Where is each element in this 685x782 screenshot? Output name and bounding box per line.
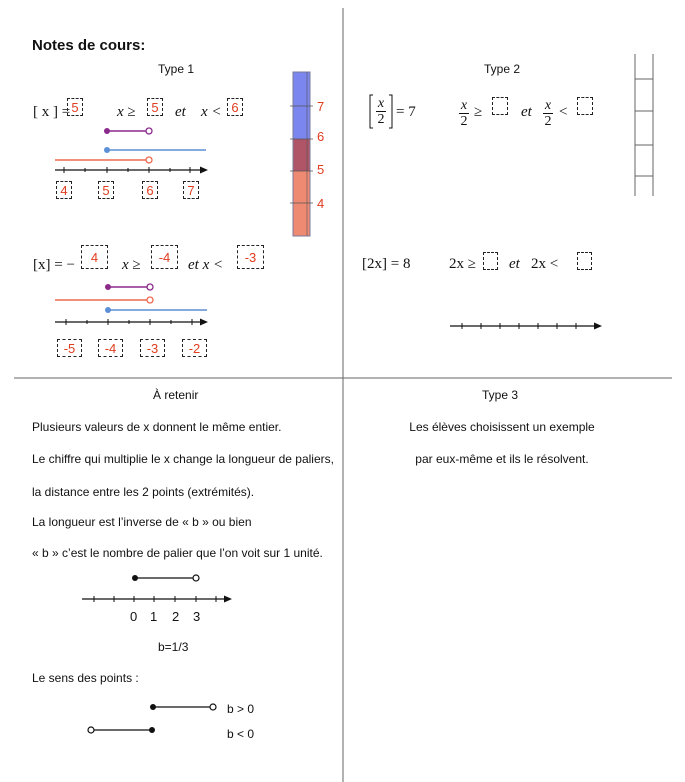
type2-lt-sign: < (559, 104, 568, 120)
type1-eq2-lhs: [x] = − (33, 257, 75, 273)
retenir-line: la distance entre les 2 points (extrémités). (32, 485, 255, 499)
type1-eq1-lt-box[interactable]: 6 (227, 98, 243, 116)
type2-eq1-rhs: = 7 (396, 104, 416, 120)
retenir-line: « b » c’est le nombre de palier que l’on voit sur 1 unité. (32, 546, 323, 560)
retenir-line: Plusieurs valeurs de x donnent le même entier. (32, 420, 282, 434)
type3-line: par eux-même et ils le résolvent. (415, 452, 589, 466)
type1-eq2-ge-box[interactable]: -4 (151, 245, 178, 269)
retenir-line: La longueur est l’inverse de « b » ou bien (32, 515, 252, 529)
type1-eq1-lt: x < (201, 104, 222, 120)
b-value: b=1/3 (158, 640, 189, 654)
type2-eq2-lhs: [2x] = 8 (362, 256, 411, 272)
type2-eq2-ge: 2x ≥ (449, 256, 476, 272)
type1-tick-box[interactable]: -2 (182, 339, 207, 357)
type2-eq2-lt: 2x < (531, 256, 559, 272)
axis-tick-label: 1 (150, 609, 158, 624)
axis-tick-label: 0 (130, 609, 138, 624)
bar-label: 4 (317, 196, 325, 211)
bar-label: 7 (317, 99, 325, 114)
type2-ge-sign: ≥ (474, 104, 483, 120)
type1-eq1-answer-box[interactable]: 5 (67, 98, 83, 116)
axis-tick-label: 2 (172, 609, 180, 624)
b-positive-label: b > 0 (227, 702, 255, 716)
type1-eq2-lt-box[interactable]: -3 (237, 245, 264, 269)
type1-eq2-et: et x < (188, 257, 224, 273)
type3-heading: Type 3 (482, 388, 519, 402)
type1-eq1-ge: x ≥ (117, 104, 136, 120)
type1-tick-box[interactable]: 7 (183, 181, 199, 199)
type1-eq2-ge: x ≥ (122, 257, 141, 273)
type3-line: Les élèves choisissent un exemple (409, 420, 595, 434)
page-title: Notes de cours: (32, 37, 146, 54)
retenir-line: Le chiffre qui multiplie le x change la longueur de paliers, (32, 452, 334, 466)
retenir-heading: À retenir (153, 388, 199, 402)
type1-tick-box[interactable]: 4 (56, 181, 72, 199)
type2-lt-fraction: $\frac{x}{2}$ (544, 98, 552, 129)
type1-heading: Type 1 (158, 62, 195, 76)
type1-eq2-answer-box[interactable]: 4 (81, 245, 108, 269)
bar-label: 5 (317, 162, 325, 177)
type2-eq2-et: et (509, 256, 520, 272)
type2-eq1-et: et (521, 104, 532, 120)
type1-tick-box[interactable]: -3 (140, 339, 165, 357)
sens-label: Le sens des points : (32, 671, 139, 685)
type1-eq1-et: et (175, 104, 186, 120)
type1-eq1-ge-box[interactable]: 5 (147, 98, 163, 116)
type1-tick-box[interactable]: 6 (142, 181, 158, 199)
type2-ge-fraction: $\frac{x}{2}$ (460, 98, 468, 129)
type1-eq1-lhs: [ x ] = (33, 104, 71, 120)
type1-tick-box[interactable]: -5 (57, 339, 82, 357)
type1-tick-box[interactable]: -4 (98, 339, 123, 357)
type2-heading: Type 2 (484, 62, 521, 76)
axis-tick-label: 3 (193, 609, 201, 624)
type2-eq1-fraction: $\frac{x}{2}$ (377, 96, 385, 127)
b-negative-label: b < 0 (227, 727, 255, 741)
bar-label: 6 (317, 129, 325, 144)
type1-tick-box[interactable]: 5 (98, 181, 114, 199)
